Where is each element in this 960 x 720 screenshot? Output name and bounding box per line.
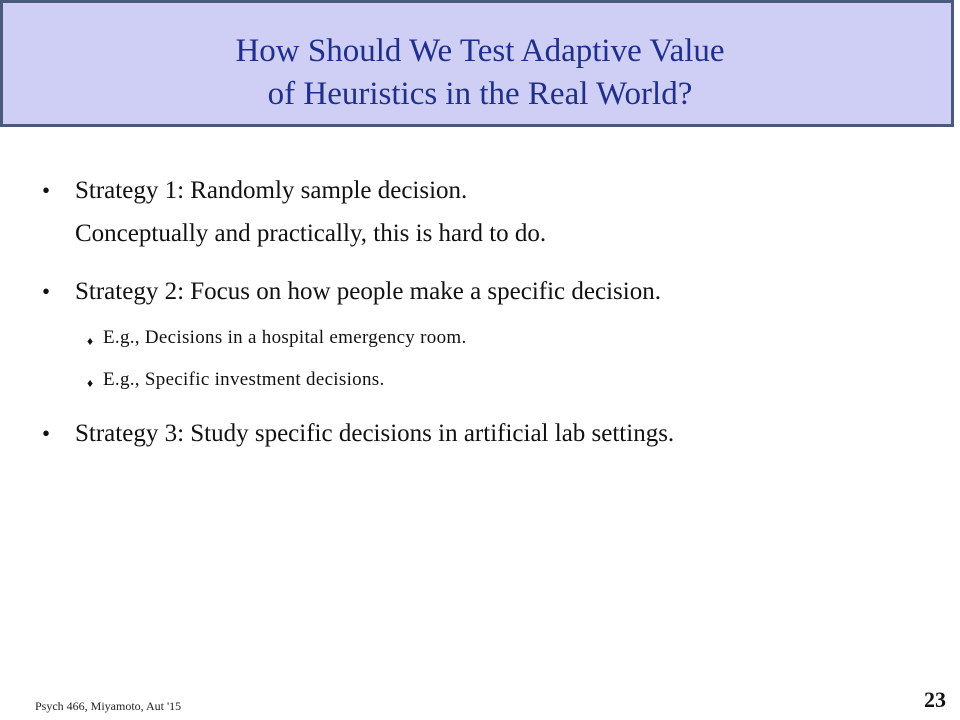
bullet-text: Strategy 1: Randomly sample decision. [75,177,468,204]
bullet-continuation-text: Conceptually and practically, this is hard to do. [75,220,547,247]
bullet-marker: • [42,178,51,203]
diamond-bullet-icon: ♦ [87,334,94,348]
slide-title-line-2: of Heuristics in the Real World? [267,76,693,112]
bullet-marker: • [42,421,51,446]
slide-title-box [0,0,954,127]
bullet-marker: • [42,279,51,304]
bullet-text: Strategy 2: Focus on how people make a specific decision. [75,278,661,305]
page-number: 23 [924,687,946,712]
diamond-bullet-icon: ♦ [87,376,94,390]
slide-title-line-1: How Should We Test Adaptive Value [235,33,725,69]
footer-course-info: Psych 466, Miyamoto, Aut '15 [35,699,182,713]
subitem-text: E.g., Decisions in a hospital emergency room. [103,327,467,348]
bullet-text: Strategy 3: Study specific decisions in artificial lab settings. [75,420,675,447]
subitem-text: E.g., Specific investment decisions. [103,369,385,390]
